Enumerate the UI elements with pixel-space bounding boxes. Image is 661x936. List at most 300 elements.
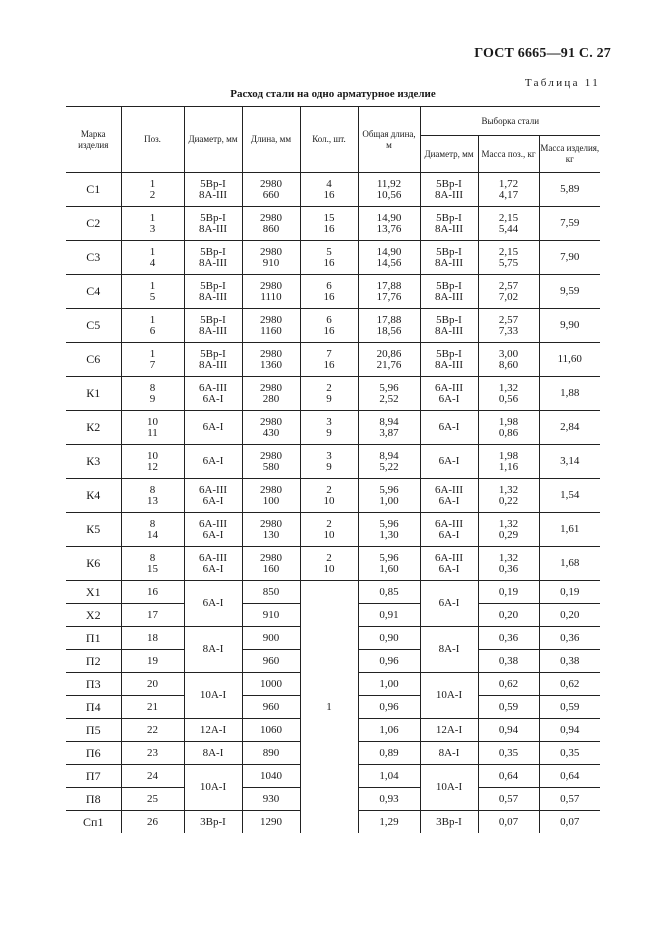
mass-pos-cell [478,207,539,241]
sample-diameter-cell-line: 5Вр-I [436,211,462,224]
pos-cell [121,377,184,411]
qty-cell-line: 7 [326,347,332,360]
qty-cell-line: 2 [326,381,332,394]
mass-pos-cell-line: 1,16 [498,460,519,473]
mass-item-cell: 0,36 [539,627,600,650]
pos-cell-line: 2 [149,188,156,201]
qty-cell-line: 6 [326,313,332,326]
sample-diameter-cell [420,445,478,479]
pos-cell-line: 14 [147,528,158,541]
diameter-cell-line: 5Вр-I [200,347,226,360]
sample-diameter-cell [420,377,478,411]
qty-cell [300,207,358,241]
total-length-cell [358,275,420,309]
total-length-cell [358,309,420,343]
mass-item-cell: 7,90 [539,241,600,275]
pos-cell: 26 [121,811,184,834]
mark-cell: П8 [66,788,121,811]
diameter-cell-line: 5Вр-I [200,245,226,258]
total-length-cell: 1,00 [358,673,420,696]
sample-diameter-cell-line: 8А-III [434,188,464,201]
pos-cell [121,445,184,479]
qty-cell-line: 10 [323,528,335,541]
length-cell-line: 860 [262,222,280,235]
pos-cell-line: 7 [149,358,156,371]
length-cell-line: 1160 [260,324,282,337]
col-header-mass-pos: Масса поз., кг [478,136,539,173]
total-length-cell-line: 11,92 [376,177,402,190]
mass-pos-cell: 0,07 [478,811,539,834]
length-cell [242,275,300,309]
mass-pos-cell-line: 3,00 [498,347,519,360]
length-cell-line: 160 [262,562,280,575]
mark-cell: С3 [66,241,121,275]
length-cell [242,411,300,445]
qty-cell [300,275,358,309]
total-length-cell-line: 8,94 [379,415,399,428]
sample-diameter-cell-line: 6А-III [434,517,464,530]
sample-diameter-cell-line: 6А-I [438,528,460,541]
length-cell-line: 430 [262,426,280,439]
sample-diameter-cell-line: 6А-III [434,483,464,496]
total-length-cell-line: 1,30 [379,528,399,541]
diameter-cell-line: 8А-III [198,256,228,269]
pos-cell [121,173,184,207]
sample-diameter-cell-line: 5Вр-I [436,313,462,326]
table-row [66,513,600,547]
pos-cell [121,479,184,513]
mark-cell: П3 [66,673,121,696]
length-cell-line: 2980 [260,313,282,326]
diameter-cell-line: 6А-III [198,517,228,530]
total-length-cell-line: 17,88 [376,313,402,326]
pos-cell [121,207,184,241]
table-body [66,173,600,834]
mass-pos-cell-line: 1,32 [498,517,519,530]
mark-cell: П4 [66,696,121,719]
mark-cell: П6 [66,742,121,765]
total-length-cell-line: 3,87 [379,426,399,439]
mass-item-cell: 0,19 [539,581,600,604]
table-row [66,411,600,445]
mass-item-cell: 0,64 [539,765,600,788]
total-length-cell-line: 5,96 [379,551,399,564]
total-length-cell-line: 17,76 [376,290,402,303]
mass-item-cell: 1,54 [539,479,600,513]
sample-diameter-cell-line: 8А-III [434,222,464,235]
diameter-cell-line: 5Вр-I [200,313,226,326]
total-length-cell-line: 10,56 [376,188,402,201]
total-length-cell-line: 5,96 [379,381,399,394]
length-cell-line: 2980 [260,211,282,224]
mark-cell: С6 [66,343,121,377]
total-length-cell: 1,29 [358,811,420,834]
qty-cell [300,513,358,547]
mark-cell: К5 [66,513,121,547]
total-length-cell-line: 21,76 [376,358,402,371]
mass-pos-cell-line: 1,32 [498,483,519,496]
mark-cell: С4 [66,275,121,309]
mark-cell: Х2 [66,604,121,627]
mark-cell: К6 [66,547,121,581]
pos-cell-line: 3 [149,222,156,235]
diameter-cell-line: 8А-III [198,222,228,235]
pos-cell-line: 1 [149,177,156,190]
mark-cell: Х1 [66,581,121,604]
total-length-cell-line: 20,86 [376,347,402,360]
pos-cell [121,547,184,581]
total-length-cell [358,445,420,479]
mass-item-cell: 0,94 [539,719,600,742]
pos-cell-line: 4 [149,256,156,269]
mark-cell: П7 [66,765,121,788]
qty-cell [300,173,358,207]
total-length-cell-line: 5,22 [379,460,399,473]
mass-pos-cell-line: 1,72 [498,177,519,190]
col-header-mass-item: Масса изделия, кг [539,136,600,173]
total-length-cell: 0,96 [358,650,420,673]
pos-cell: 17 [121,604,184,627]
mass-pos-cell-line: 2,15 [498,245,519,258]
diameter-cell: 8А-I [184,742,242,765]
length-cell [242,343,300,377]
diameter-cell-line: 6А-III [198,381,228,394]
total-length-cell-line: 1,60 [379,562,399,575]
qty-cell-line: 9 [326,460,332,473]
mass-pos-cell-line: 8,60 [498,358,519,371]
mass-item-cell: 1,61 [539,513,600,547]
total-length-cell-line: 17,88 [376,279,402,292]
mass-pos-cell-line: 0,56 [498,392,519,405]
diameter-cell-line: 5Вр-I [200,279,226,292]
sample-diameter-cell: 6А-I [420,581,478,627]
sample-diameter-cell [420,479,478,513]
mark-cell: С1 [66,173,121,207]
qty-cell-line: 16 [323,324,335,337]
col-header-total-length: Общая длина, м [358,107,420,173]
pos-cell [121,411,184,445]
length-cell-line: 2980 [260,415,282,428]
mass-item-cell: 11,60 [539,343,600,377]
mass-pos-cell-line: 7,33 [498,324,519,337]
length-cell: 1290 [242,811,300,834]
col-header-qty: Кол., шт. [300,107,358,173]
diameter-cell: 8А-I [184,627,242,673]
pos-cell-line: 10 [147,415,158,428]
col-header-diameter: Диаметр, мм [184,107,242,173]
table-row [66,309,600,343]
mass-pos-cell: 0,35 [478,742,539,765]
qty-cell [300,479,358,513]
diameter-cell-line: 5Вр-I [200,177,226,190]
diameter-cell [184,343,242,377]
mass-pos-cell [478,411,539,445]
length-cell [242,173,300,207]
length-cell-line: 2980 [260,245,282,258]
diameter-cell-line: 6А-I [202,562,224,575]
sample-diameter-cell: 3Вр-I [420,811,478,834]
mass-pos-cell-line: 0,36 [498,562,519,575]
mass-item-cell: 3,14 [539,445,600,479]
sample-diameter-cell [420,343,478,377]
mass-pos-cell-line: 5,75 [498,256,519,269]
pos-cell: 20 [121,673,184,696]
table-row [66,377,600,411]
length-cell-line: 580 [262,460,280,473]
mass-pos-cell-line: 0,29 [498,528,519,541]
pos-cell-line: 10 [147,449,158,462]
diameter-cell: 10А-I [184,673,242,719]
pos-cell: 25 [121,788,184,811]
pos-cell-line: 8 [149,517,156,530]
diameter-cell: 12А-I [184,719,242,742]
length-cell-line: 130 [262,528,280,541]
table-title: Расход стали на одно арматурное изделие [230,88,436,100]
total-length-cell-line: 14,56 [376,256,402,269]
length-cell-line: 2980 [260,483,282,496]
pos-cell: 24 [121,765,184,788]
length-cell-line: 2980 [260,347,282,360]
table-row [66,479,600,513]
total-length-cell: 0,91 [358,604,420,627]
qty-cell [300,411,358,445]
table-number: Таблица 11 [524,77,600,89]
mass-pos-cell: 0,19 [478,581,539,604]
sample-diameter-cell-line: 5Вр-I [436,347,462,360]
mass-pos-cell-line: 1,98 [498,449,519,462]
mass-pos-cell-line: 1,98 [498,415,519,428]
mark-cell: К3 [66,445,121,479]
col-header-sample-diameter: Диаметр, мм [420,136,478,173]
length-cell [242,445,300,479]
diameter-cell [184,275,242,309]
total-length-cell-line: 18,56 [376,324,402,337]
mass-pos-cell [478,173,539,207]
sample-diameter-cell: 10А-I [420,673,478,719]
qty-cell-line: 4 [326,177,332,190]
mark-cell: С2 [66,207,121,241]
qty-cell-line: 16 [323,358,335,371]
total-length-cell [358,513,420,547]
sample-diameter-cell-line: 6А-III [434,551,464,564]
table-row [66,581,600,604]
sample-diameter-cell [420,275,478,309]
mark-cell: К2 [66,411,121,445]
sample-diameter-cell-line: 5Вр-I [436,177,462,190]
mass-pos-cell-line: 0,86 [498,426,519,439]
total-length-cell-line: 5,96 [379,483,399,496]
pos-cell-line: 15 [147,562,158,575]
pos-cell [121,309,184,343]
qty-cell-line: 2 [326,551,332,564]
sample-diameter-cell-line: 5Вр-I [436,245,462,258]
diameter-cell [184,207,242,241]
diameter-cell [184,547,242,581]
sample-diameter-cell-line: 8А-III [434,358,464,371]
diameter-cell-line: 8А-III [198,324,228,337]
length-cell: 960 [242,696,300,719]
qty-cell [300,241,358,275]
mark-cell: К1 [66,377,121,411]
mass-pos-cell: 0,64 [478,765,539,788]
mass-item-cell: 5,89 [539,173,600,207]
length-cell: 1040 [242,765,300,788]
table-row [66,241,600,275]
mass-pos-cell [478,275,539,309]
diameter-cell: 10А-I [184,765,242,811]
length-cell-line: 280 [262,392,280,405]
mass-item-cell: 0,20 [539,604,600,627]
total-length-cell-line: 2,52 [379,392,399,405]
diameter-cell-line: 8А-III [198,188,228,201]
qty-cell-line: 9 [326,426,332,439]
mass-pos-cell-line: 7,02 [498,290,519,303]
mass-pos-cell-line: 1,32 [498,551,519,564]
table-row [66,547,600,581]
diameter-cell [184,241,242,275]
sample-diameter-cell-line: 6А-I [438,421,460,433]
total-length-cell [358,547,420,581]
sample-diameter-cell-line: 5Вр-I [436,279,462,292]
qty-cell-line: 16 [323,290,335,303]
total-length-cell-line: 13,76 [376,222,402,235]
total-length-cell: 1,06 [358,719,420,742]
pos-cell-line: 1 [149,279,156,292]
pos-cell-line: 12 [147,460,158,473]
sample-diameter-cell: 12А-I [420,719,478,742]
pos-cell-line: 8 [149,483,156,496]
mark-cell: П2 [66,650,121,673]
mass-pos-cell [478,513,539,547]
length-cell-line: 2980 [260,517,282,530]
total-length-cell [358,207,420,241]
mass-pos-cell [478,343,539,377]
pos-cell-line: 13 [147,494,158,507]
pos-cell [121,343,184,377]
qty-cell [300,547,358,581]
diameter-cell-line: 6А-I [202,494,224,507]
mass-pos-cell [478,547,539,581]
pos-cell-line: 6 [149,324,156,337]
col-header-length: Длина, мм [242,107,300,173]
pos-cell: 16 [121,581,184,604]
length-cell [242,479,300,513]
pos-cell: 22 [121,719,184,742]
mass-item-cell: 1,68 [539,547,600,581]
length-cell-line: 100 [262,494,280,507]
sample-diameter-cell-line: 6А-I [438,562,460,575]
col-header-steel-sample: Выборка стали [420,107,600,136]
total-length-cell: 0,89 [358,742,420,765]
pos-cell-line: 8 [149,381,156,394]
pos-cell: 23 [121,742,184,765]
qty-cell: 1 [300,581,358,834]
total-length-cell-line: 8,94 [379,449,399,462]
sample-diameter-cell: 8А-I [420,627,478,673]
mass-pos-cell [478,309,539,343]
length-cell-line: 2980 [260,279,282,292]
sample-diameter-cell-line: 8А-III [434,290,464,303]
sample-diameter-cell-line: 8А-III [434,324,464,337]
sample-diameter-cell [420,411,478,445]
diameter-cell [184,513,242,547]
length-cell [242,309,300,343]
qty-cell-line: 6 [326,279,332,292]
length-cell: 900 [242,627,300,650]
mass-pos-cell [478,479,539,513]
pos-cell-line: 8 [149,551,156,564]
diameter-cell-line: 6А-III [198,483,228,496]
col-header-pos: Поз. [121,107,184,173]
qty-cell-line: 2 [326,483,332,496]
table-row [66,275,600,309]
mass-pos-cell-line: 2,15 [498,211,519,224]
qty-cell-line: 16 [323,256,335,269]
pos-cell-line: 11 [147,426,158,439]
qty-cell [300,445,358,479]
steel-consumption-table [66,106,600,833]
mass-pos-cell-line: 2,57 [498,279,519,292]
mass-pos-cell: 0,94 [478,719,539,742]
length-cell [242,377,300,411]
diameter-cell-line: 6А-III [198,551,228,564]
qty-cell-line: 16 [323,222,335,235]
length-cell [242,241,300,275]
mass-pos-cell-line: 0,22 [498,494,519,507]
total-length-cell-line: 14,90 [376,245,402,258]
mass-item-cell: 0,57 [539,788,600,811]
total-length-cell [358,411,420,445]
diameter-cell-line: 8А-III [198,358,228,371]
mass-pos-cell: 0,38 [478,650,539,673]
qty-cell-line: 9 [326,392,332,405]
pos-cell-line: 5 [149,290,156,303]
length-cell [242,547,300,581]
mass-pos-cell: 0,20 [478,604,539,627]
length-cell: 850 [242,581,300,604]
sample-diameter-cell-line: 8А-III [434,256,464,269]
length-cell: 890 [242,742,300,765]
length-cell: 930 [242,788,300,811]
length-cell-line: 2980 [260,381,282,394]
mass-item-cell: 1,88 [539,377,600,411]
qty-cell-line: 3 [326,449,332,462]
total-length-cell [358,479,420,513]
mark-cell: П1 [66,627,121,650]
qty-cell [300,343,358,377]
mass-pos-cell [478,377,539,411]
total-length-cell-line: 14,90 [376,211,402,224]
length-cell-line: 1360 [260,358,282,371]
pos-cell [121,275,184,309]
mass-pos-cell: 0,57 [478,788,539,811]
diameter-cell [184,479,242,513]
page-header: ГОСТ 6665—91 С. 27 [474,46,611,61]
total-length-cell-line: 1,00 [379,494,399,507]
mass-pos-cell [478,445,539,479]
sample-diameter-cell [420,513,478,547]
mass-item-cell: 2,84 [539,411,600,445]
total-length-cell [358,173,420,207]
length-cell-line: 2980 [260,449,282,462]
mass-item-cell: 7,59 [539,207,600,241]
total-length-cell: 0,93 [358,788,420,811]
mass-pos-cell-line: 4,17 [498,188,519,201]
mass-pos-cell-line: 2,57 [498,313,519,326]
total-length-cell-line: 5,96 [379,517,399,530]
sample-diameter-cell-line: 6А-I [438,392,460,405]
total-length-cell [358,241,420,275]
